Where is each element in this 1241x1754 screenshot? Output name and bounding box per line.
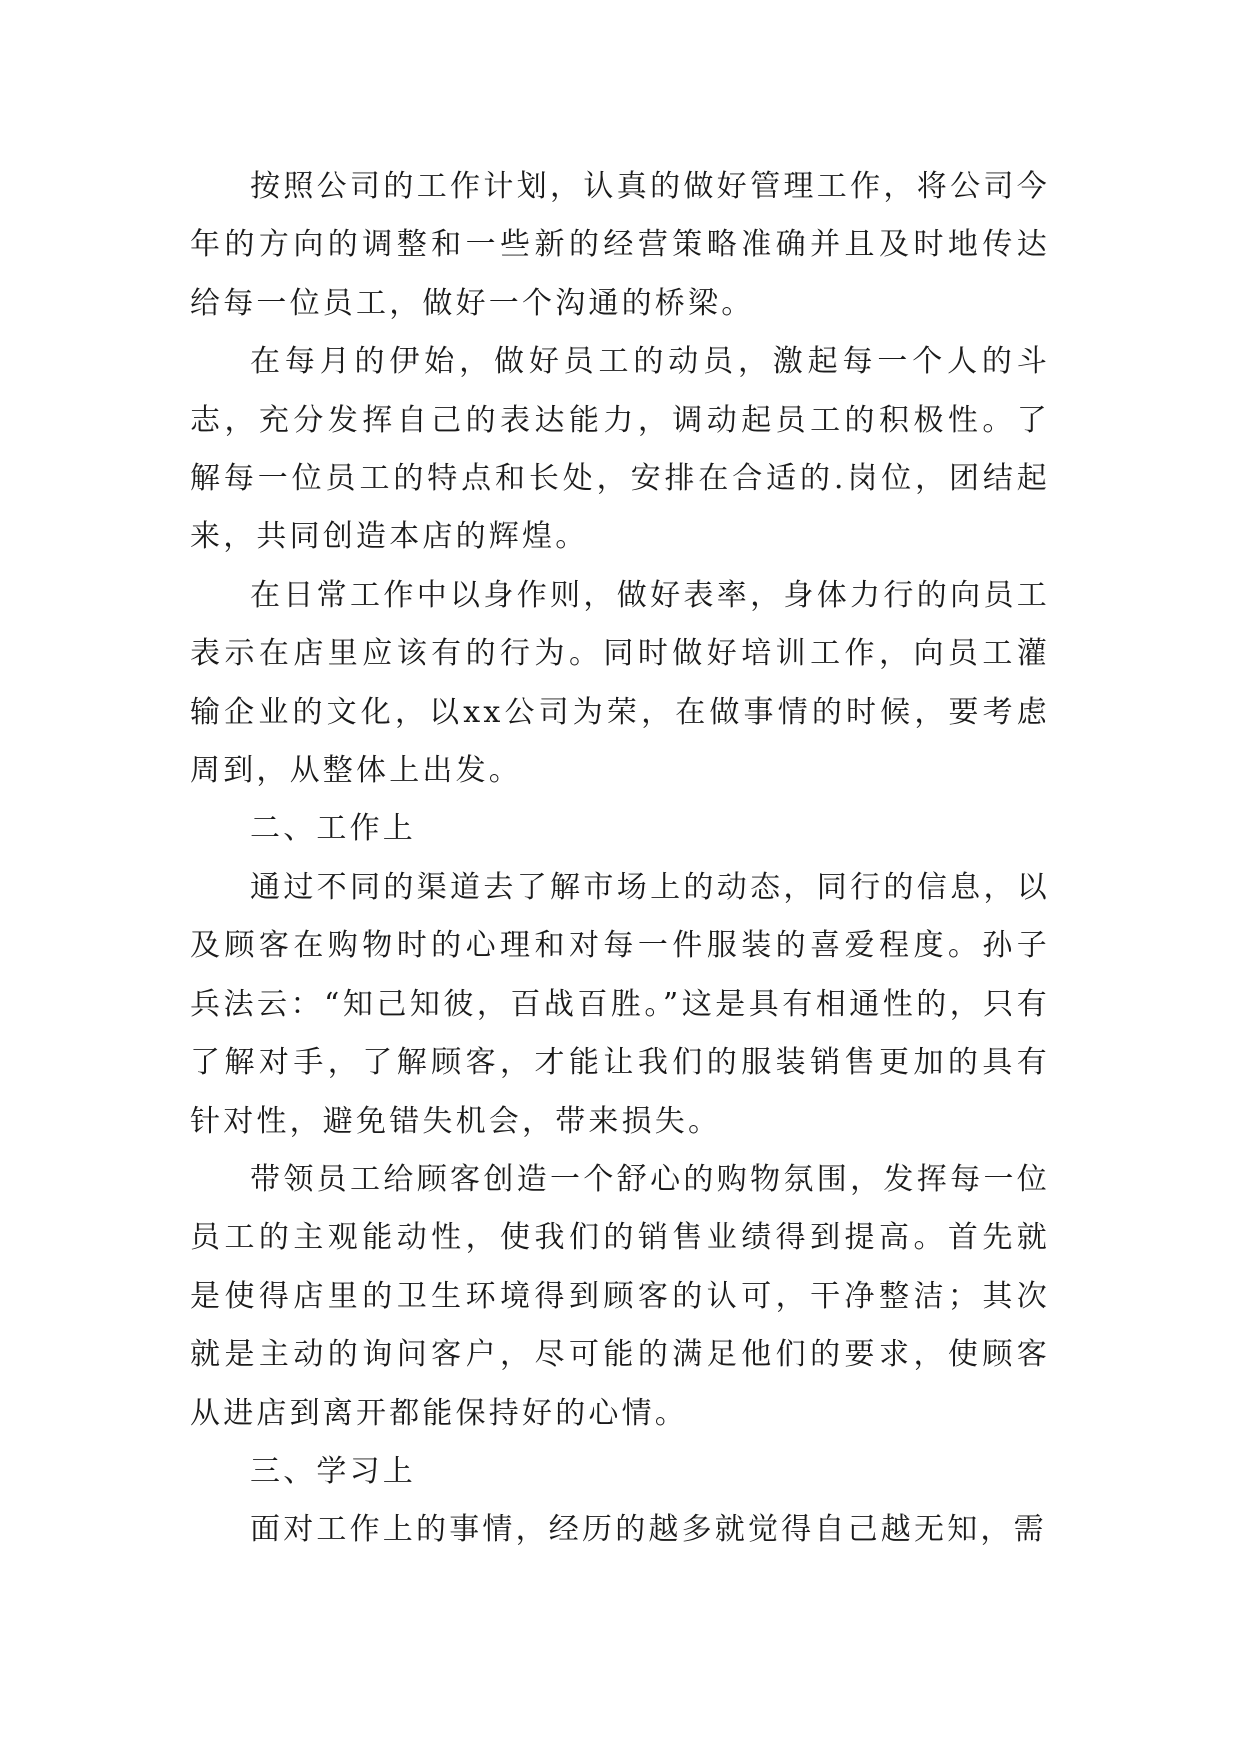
paragraph-market: 通过不同的渠道去了解市场上的动态，同行的信息，以及顾客在购物时的心理和对每一件服装的喜爱程度。孙子兵法云：“知己知彼，百战百胜。”这是具有相通性的，只有了解对手，了解顾客，才能让我们的服装销售更加的具有针对性，避免错失机会，带来损失。 [190,869,1050,1139]
paragraph-atmosphere: 带领员工给顾客创造一个舒心的购物氛围，发挥每一位员工的主观能动性，使我们的销售业绩得到提高。首先就是使得店里的卫生环境得到顾客的认可，干净整洁；其次就是主动的询问客户，尽可能的满足他们的要求，使顾客从进店到离开都能保持好的心情。 [190,1161,1050,1431]
paragraph-management: 按照公司的工作计划，认真的做好管理工作，将公司今年的方向的调整和一些新的经营策略准确并且及时地传达给每一位员工，做好一个沟通的桥梁。 [190,169,1050,321]
paragraph-study: 面对工作上的事情，经历的越多就觉得自己越无知，需 [250,1512,1047,1548]
paragraph-example: 在日常工作中以身作则，做好表率，身体力行的向员工表示在店里应该有的行为。同时做好培训工作，向员工灌输企业的文化，以xx公司为荣，在做事情的时候，要考虑周到，从整体上出发。 [190,577,1050,789]
paragraph-motivation: 在每月的伊始，做好员工的动员，激起每一个人的斗志，充分发挥自己的表达能力，调动起员工的积极性。了解每一位员工的特点和长处，安排在合适的.岗位，团结起来，共同创造本店的辉煌。 [190,344,1050,555]
document-body [190,158,1050,1560]
section-heading-work: 二、工作上 [250,811,416,847]
section-heading-study: 三、学习上 [250,1453,416,1489]
